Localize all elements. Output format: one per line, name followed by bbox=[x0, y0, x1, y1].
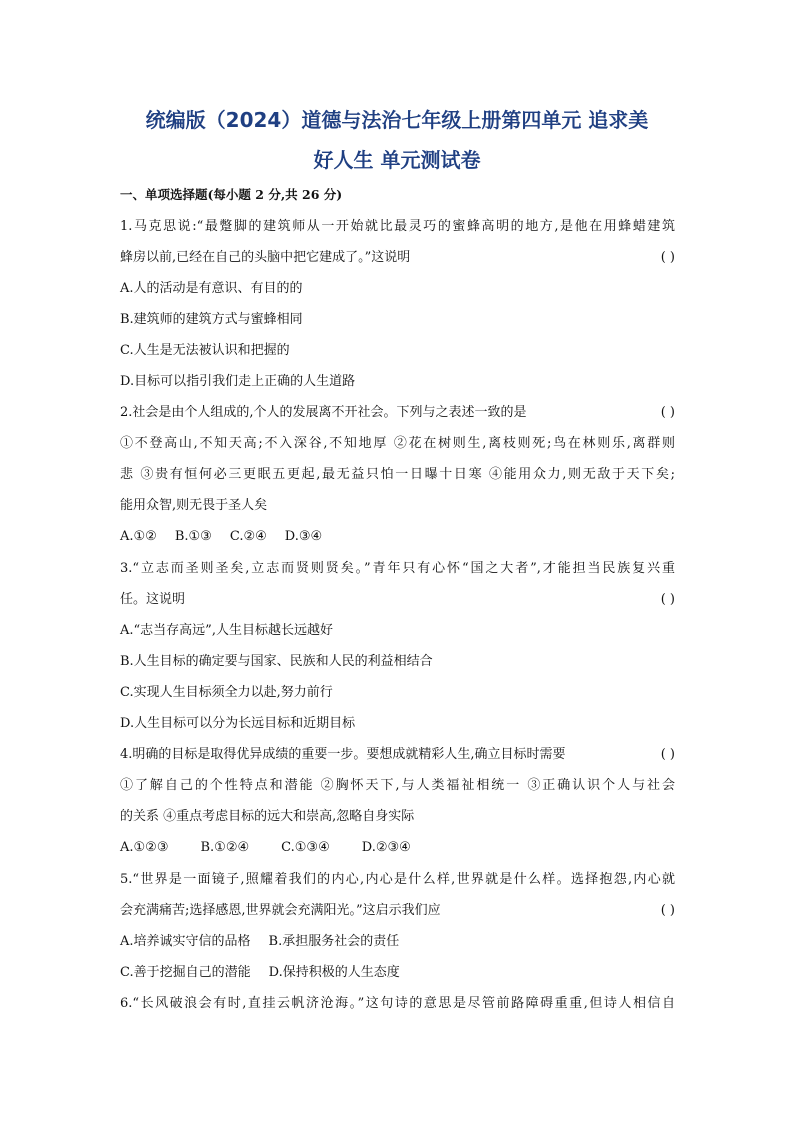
question-5-stem: 5.“世界是一面镜子,照耀着我们的内心,内心是什么样,世界就是什么样。选择抱怨,内心就 bbox=[120, 872, 675, 887]
question-2-items: ①不登高山,不知天高;不入深谷,不知地厚 ②花在树则生,离枝则死;鸟在林则乐,离群则 bbox=[120, 436, 675, 451]
question-2-items: 能用众智,则无畏于圣人矣 bbox=[120, 498, 268, 513]
answer-bracket[interactable]: ( ) bbox=[660, 747, 675, 762]
answer-bracket[interactable]: ( ) bbox=[660, 903, 675, 918]
question-5-option-b[interactable]: B.承担服务社会的责任 bbox=[268, 934, 400, 949]
question-3-option-d[interactable]: D.人生目标可以分为长远目标和近期目标 bbox=[120, 716, 356, 731]
question-5-option-c[interactable]: C.善于挖掘自己的潜能 bbox=[120, 965, 251, 980]
question-3-stem: 3.“立志而圣则圣矣,立志而贤则贤矣。”青年只有心怀“国之大者”,才能担当民族复兴重 bbox=[120, 561, 675, 576]
question-4-items: ①了解自己的个性特点和潜能 ②胸怀天下,与人类福祉相统一 ③正确认识个人与社会 bbox=[120, 778, 675, 793]
question-4-option-a[interactable]: A.①②③ bbox=[120, 840, 169, 855]
question-1-stem: 蜂房以前,已经在自己的头脑中把它建成了。”这说明 ( ) bbox=[120, 250, 675, 265]
question-2-option-d[interactable]: D.③④ bbox=[284, 529, 323, 544]
question-3-option-c[interactable]: C.实现人生目标须全力以赴,努力前行 bbox=[120, 685, 333, 700]
question-2-option-b[interactable]: B.①③ bbox=[174, 529, 212, 544]
question-3-stem: 任。这说明 ( ) bbox=[120, 592, 675, 607]
question-5-option-d[interactable]: D.保持积极的人生态度 bbox=[268, 965, 400, 980]
document-title bbox=[100, 100, 694, 180]
question-1-stem: 1.马克思说:“最蹩脚的建筑师从一开始就比最灵巧的蜜蜂高明的地方,是他在用蜂蜡建筑 bbox=[120, 219, 675, 234]
answer-bracket[interactable]: ( ) bbox=[660, 405, 675, 420]
question-2-option-a[interactable]: A.①② bbox=[120, 529, 157, 544]
answer-bracket[interactable]: ( ) bbox=[660, 592, 675, 607]
question-3-option-b[interactable]: B.人生目标的确定要与国家、民族和人民的利益相结合 bbox=[120, 654, 433, 669]
question-2-items: 悲 ③贵有恒何必三更眠五更起,最无益只怕一日曝十日寒 ④能用众力,则无敌于天下矣; bbox=[120, 467, 675, 482]
question-4-option-d[interactable]: D.②③④ bbox=[361, 840, 411, 855]
answer-bracket[interactable]: ( ) bbox=[660, 250, 675, 265]
question-5-options-row-2 bbox=[120, 964, 675, 982]
question-1-option-a[interactable]: A.人的活动是有意识、有目的的 bbox=[120, 281, 303, 296]
question-4-stem: 4.明确的目标是取得优异成绩的重要一步。要想成就精彩人生,确立目标时需要 ( ) bbox=[120, 747, 675, 762]
title-line-2: 好人生 单元测试卷 bbox=[313, 148, 481, 172]
question-2-option-c[interactable]: C.②④ bbox=[229, 529, 267, 544]
question-5-options-row-1 bbox=[120, 933, 675, 951]
question-1-option-c[interactable]: C.人生是无法被认识和把握的 bbox=[120, 343, 290, 358]
question-6-stem: 6.“长风破浪会有时,直挂云帆济沧海。”这句诗的意思是尽管前路障碍重重,但诗人相信自 bbox=[120, 996, 675, 1011]
question-4-option-c[interactable]: C.①③④ bbox=[281, 840, 330, 855]
question-2-stem: 2.社会是由个人组成的,个人的发展离不开社会。下列与之表述一致的是 ( ) bbox=[120, 405, 675, 420]
question-4-options bbox=[120, 839, 675, 857]
question-1-option-d[interactable]: D.目标可以指引我们走上正确的人生道路 bbox=[120, 374, 356, 389]
question-1-option-b[interactable]: B.建筑师的建筑方式与蜜蜂相同 bbox=[120, 312, 303, 327]
question-4-option-b[interactable]: B.①②④ bbox=[200, 840, 250, 855]
question-3-option-a[interactable]: A.“志当存高远”,人生目标越长远越好 bbox=[120, 623, 333, 638]
question-4-items: 的关系 ④重点考虑目标的远大和崇高,忽略自身实际 bbox=[120, 809, 415, 824]
question-2-options bbox=[120, 528, 675, 546]
question-5-stem: 会充满痛苦;选择感恩,世界就会充满阳光。”这启示我们应 ( ) bbox=[120, 903, 675, 918]
title-line-1: 统编版（2024）道德与法治七年级上册第四单元 追求美 bbox=[145, 108, 649, 132]
section-heading: 一、单项选择题(每小题 2 分,共 26 分) bbox=[120, 187, 343, 202]
question-5-option-a[interactable]: A.培养诚实守信的品格 bbox=[120, 934, 251, 949]
